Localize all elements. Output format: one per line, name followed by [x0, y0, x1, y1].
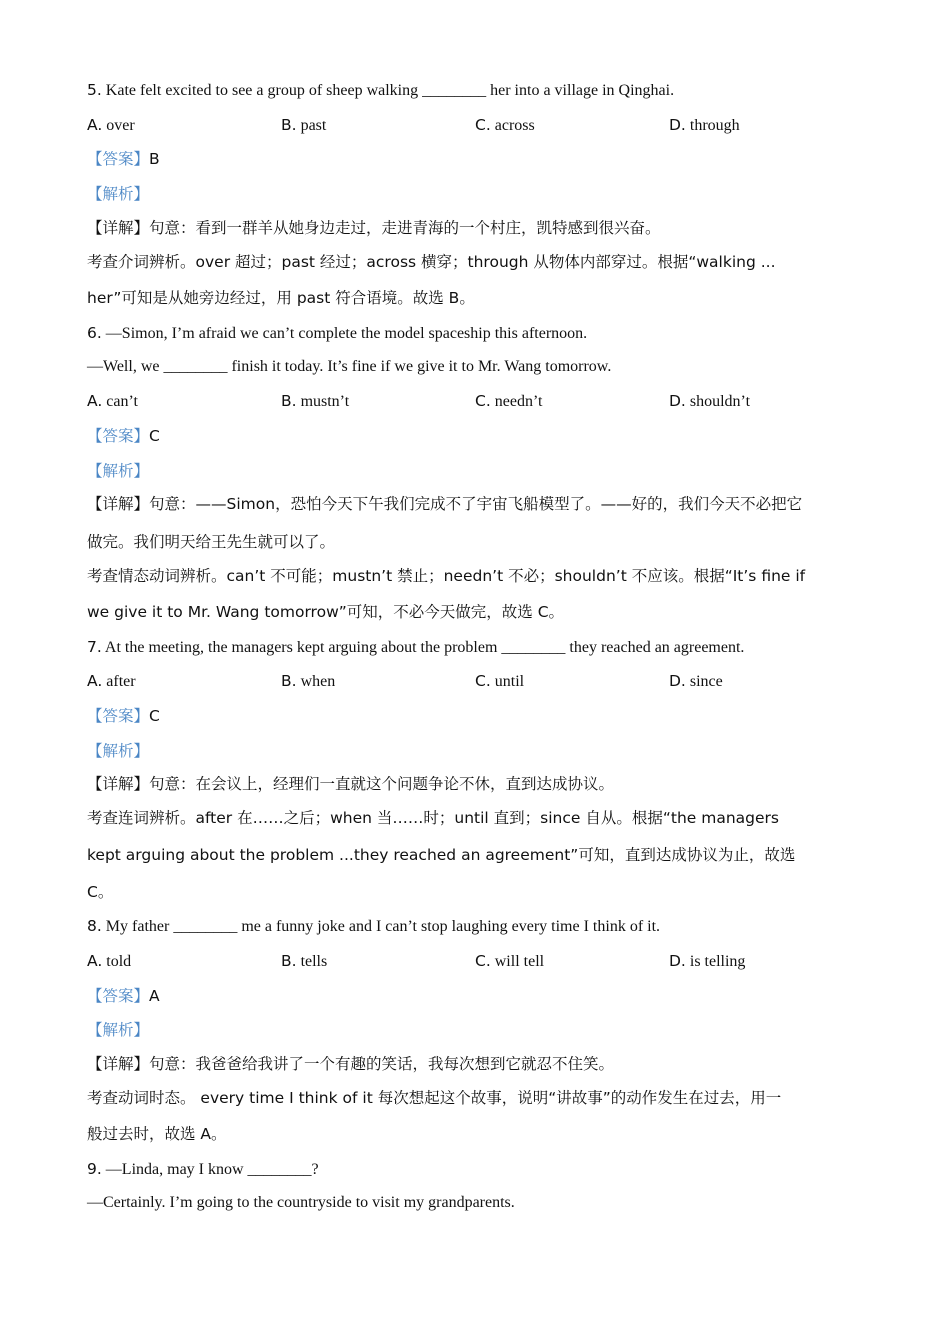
detail-line: 【详解】句意：我爸爸给我讲了一个有趣的笑话，我每次想到它就忍不住笑。: [87, 1055, 615, 1073]
option-c: C. will tell: [475, 952, 545, 970]
explanation-line: C。: [87, 883, 114, 901]
option-a: A. told: [87, 952, 132, 970]
analysis-heading: 【解析】: [87, 185, 150, 203]
option-b: B. past: [281, 116, 327, 134]
explanation-line: 考查情态动词辨析。can’t 不可能；mustn’t 禁止；needn’t 不必；shouldn’t 不应该。根据“It’s fine if: [87, 567, 806, 585]
detail-line: 【详解】句意：看到一群羊从她身边走过，走进青海的一个村庄，凯特感到很兴奋。: [87, 219, 661, 237]
explanation-line: 考查连词辨析。after 在……之后；when 当……时；until 直到；since 自从。根据“the managers: [87, 809, 779, 827]
option-d: D. shouldn’t: [669, 392, 751, 410]
answer-line: 【答案】A: [87, 987, 160, 1005]
question-5-stem: [87, 79, 890, 102]
explanation-line: 考查动词时态。 every time I think of it 每次想起这个故事，说明“讲故事”的动作发生在过去，用一: [87, 1089, 782, 1107]
analysis-heading: 【解析】: [87, 742, 150, 760]
detail-line: 【详解】句意：在会议上，经理们一直就这个问题争论不休，直到达成协议。: [87, 775, 615, 793]
option-d: D. is telling: [669, 952, 746, 970]
question-text: —Linda, may I know ________?: [105, 1161, 319, 1178]
answer-line: 【答案】C: [87, 707, 160, 725]
answer-line: 【答案】B: [87, 150, 160, 168]
question-number: 8.: [87, 917, 102, 935]
explanation-line: we give it to Mr. Wang tomorrow”可知，不必今天做完，故选 C。: [87, 603, 565, 621]
option-b: B. mustn’t: [281, 392, 350, 410]
explanation-line: 考查介词辨析。over 超过；past 经过；across 横穿；through 从物体内部穿过。根据“walking ...: [87, 253, 776, 271]
question-number: 6.: [87, 324, 102, 342]
question-9-stem: [87, 1158, 890, 1181]
question-text-reply: —Certainly. I’m going to the countryside to visit my grandparents.: [87, 1194, 515, 1211]
explanation-line: kept arguing about the problem ...they reached an agreement”可知，直到达成协议为止，故选: [87, 846, 796, 864]
detail-line-continued: 做完。我们明天给王先生就可以了。: [87, 533, 336, 551]
question-text: Kate felt excited to see a group of sheep walking ________ her into a village in Qinghai.: [105, 82, 675, 99]
question-text: At the meeting, the managers kept arguing about the problem ________ they reached an agreement.: [104, 639, 745, 656]
option-c: C. needn’t: [475, 392, 543, 410]
option-d: D. through: [669, 116, 740, 134]
question-number: 5.: [87, 81, 102, 99]
question-number: 9.: [87, 1160, 102, 1178]
question-text-reply: —Well, we ________ finish it today. It’s fine if we give it to Mr. Wang tomorrow.: [87, 358, 612, 375]
option-d: D. since: [669, 672, 723, 690]
analysis-heading: 【解析】: [87, 462, 150, 480]
question-8-stem: [87, 915, 890, 938]
question-text: —Simon, I’m afraid we can’t complete the model spaceship this afternoon.: [105, 325, 588, 342]
explanation-line: her”可知是从她旁边经过，用 past 符合语境。故选 B。: [87, 289, 475, 307]
question-7-stem: [87, 636, 890, 659]
option-b: B. when: [281, 672, 336, 690]
option-a: A. after: [87, 672, 136, 690]
question-6-stem: [87, 322, 890, 345]
question-number: 7.: [87, 638, 102, 656]
question-text: My father ________ me a funny joke and I can’t stop laughing every time I think of it.: [105, 918, 661, 935]
analysis-heading: 【解析】: [87, 1021, 150, 1039]
detail-line: 【详解】句意：——Simon，恐怕今天下午我们完成不了宇宙飞船模型了。——好的，我们今天不必把它: [87, 495, 803, 513]
option-b: B. tells: [281, 952, 328, 970]
explanation-line: 般过去时，故选 A。: [87, 1125, 227, 1143]
option-a: A. can’t: [87, 392, 138, 410]
option-c: C. until: [475, 672, 525, 690]
option-a: A. over: [87, 116, 135, 134]
answer-line: 【答案】C: [87, 427, 160, 445]
option-c: C. across: [475, 116, 535, 134]
